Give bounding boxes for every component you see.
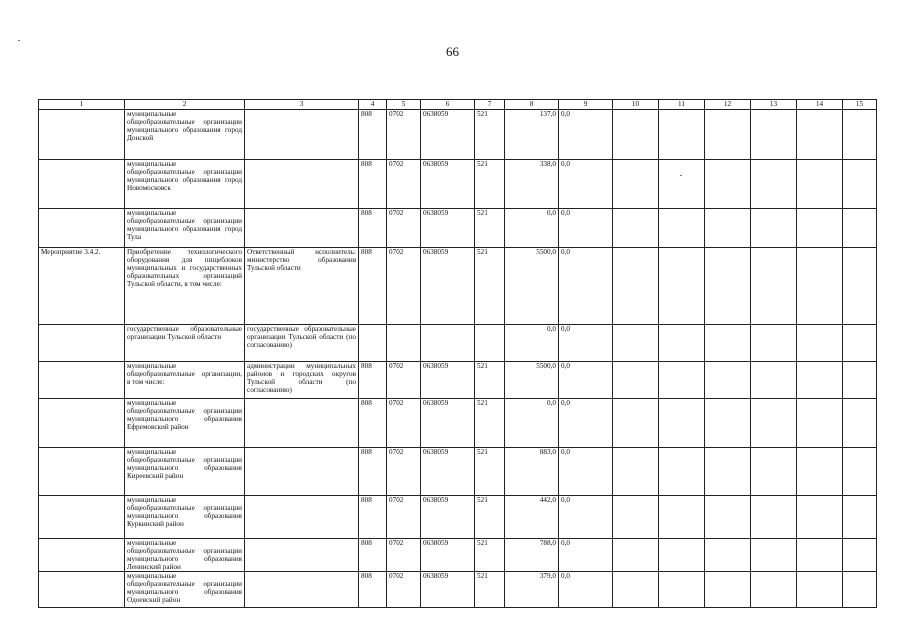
- amount-cell: 379,0: [505, 572, 559, 608]
- empty-cell: [751, 248, 797, 325]
- empty-cell: [705, 110, 751, 160]
- empty-cell: [751, 209, 797, 248]
- code-cell: [387, 325, 421, 362]
- code-cell: 808: [359, 209, 387, 248]
- event-cell: [39, 160, 125, 209]
- description-cell: муниципальные общеобразовательные организации муниципального образования Киреевский район: [125, 448, 245, 496]
- code-cell: 808: [359, 399, 387, 448]
- code-cell: 521: [475, 496, 505, 539]
- executor-cell: администрации муниципальных районов и городских округов Тульской области (по согласованию): [245, 362, 359, 399]
- event-cell: [39, 110, 125, 160]
- empty-cell: [705, 539, 751, 572]
- empty-cell: [705, 325, 751, 362]
- amount-cell: 0,0: [559, 248, 613, 325]
- description-cell: муниципальные общеобразовательные организации муниципального образования Куркинский район: [125, 496, 245, 539]
- budget-table: [38, 99, 877, 608]
- table-row: [39, 362, 877, 399]
- empty-cell: [705, 399, 751, 448]
- empty-cell: [613, 325, 659, 362]
- empty-cell: [613, 362, 659, 399]
- code-cell: 0638059: [421, 572, 475, 608]
- empty-cell: [797, 248, 843, 325]
- executor-cell: [245, 160, 359, 209]
- empty-cell: [613, 160, 659, 209]
- amount-cell: 5500,0: [505, 248, 559, 325]
- table-row: [39, 496, 877, 539]
- code-cell: 0638059: [421, 362, 475, 399]
- empty-cell: [843, 160, 877, 209]
- header-row: [39, 100, 877, 110]
- column-header: 6: [421, 100, 475, 110]
- code-cell: 0638059: [421, 399, 475, 448]
- description-cell: Приобретение технологического оборудования для пищеблоков муниципальных и государственных образовательных организаций Тульской области, в том числе:: [125, 248, 245, 325]
- table-row: [39, 399, 877, 448]
- table-row: [39, 572, 877, 608]
- column-header: 1: [39, 100, 125, 110]
- code-cell: 521: [475, 110, 505, 160]
- code-cell: 0702: [387, 209, 421, 248]
- code-cell: 0638059: [421, 539, 475, 572]
- empty-cell: [797, 448, 843, 496]
- code-cell: 808: [359, 160, 387, 209]
- amount-cell: 0,0: [559, 496, 613, 539]
- executor-cell: Ответственный исполнитель: министерство образования Тульской области: [245, 248, 359, 325]
- empty-cell: [797, 399, 843, 448]
- description-cell: государственные образовательные организации Тульской области: [125, 325, 245, 362]
- code-cell: 0638059: [421, 448, 475, 496]
- event-cell: [39, 572, 125, 608]
- code-cell: 0702: [387, 248, 421, 325]
- empty-cell: [797, 572, 843, 608]
- empty-cell: [751, 362, 797, 399]
- description-cell: муниципальные общеобразовательные организации муниципального образования город Новомосковск: [125, 160, 245, 209]
- empty-cell: [705, 448, 751, 496]
- empty-cell: [843, 539, 877, 572]
- empty-cell: [843, 399, 877, 448]
- column-header: 2: [125, 100, 245, 110]
- column-header: 5: [387, 100, 421, 110]
- empty-cell: [613, 248, 659, 325]
- column-header: 13: [751, 100, 797, 110]
- code-cell: 0702: [387, 448, 421, 496]
- event-cell: [39, 496, 125, 539]
- description-cell: муниципальные общеобразовательные организации муниципального образования Одоевский район: [125, 572, 245, 608]
- empty-cell: [705, 362, 751, 399]
- event-cell: [39, 448, 125, 496]
- empty-cell: [705, 160, 751, 209]
- executor-cell: государственные образовательные организации Тульской области (по согласованию): [245, 325, 359, 362]
- amount-cell: 0,0: [559, 110, 613, 160]
- code-cell: 0702: [387, 362, 421, 399]
- empty-cell: [659, 325, 705, 362]
- empty-cell: [705, 248, 751, 325]
- amount-cell: 0,0: [559, 399, 613, 448]
- empty-cell: [843, 496, 877, 539]
- column-header: 9: [559, 100, 613, 110]
- code-cell: 0638059: [421, 496, 475, 539]
- column-header: 12: [705, 100, 751, 110]
- scan-speck: [18, 40, 20, 41]
- code-cell: 808: [359, 248, 387, 325]
- table-row: [39, 248, 877, 325]
- empty-cell: [751, 572, 797, 608]
- column-header: 15: [843, 100, 877, 110]
- amount-cell: 0,0: [505, 325, 559, 362]
- empty-cell: [751, 539, 797, 572]
- executor-cell: [245, 572, 359, 608]
- code-cell: 808: [359, 496, 387, 539]
- code-cell: 0638059: [421, 209, 475, 248]
- table-row: [39, 160, 877, 209]
- executor-cell: [245, 110, 359, 160]
- empty-cell: [843, 209, 877, 248]
- empty-cell: [797, 160, 843, 209]
- empty-cell: [797, 110, 843, 160]
- amount-cell: 883,0: [505, 448, 559, 496]
- amount-cell: 0,0: [559, 209, 613, 248]
- event-cell: [39, 539, 125, 572]
- empty-cell: [613, 448, 659, 496]
- table-row: [39, 539, 877, 572]
- table-row: [39, 110, 877, 160]
- code-cell: 808: [359, 539, 387, 572]
- empty-cell: [843, 248, 877, 325]
- description-cell: муниципальные общеобразовательные организации муниципального образования Ефремовский район: [125, 399, 245, 448]
- amount-cell: 5500,0: [505, 362, 559, 399]
- column-header: 3: [245, 100, 359, 110]
- empty-cell: [659, 448, 705, 496]
- description-cell: муниципальные общеобразовательные организации, в том числе:: [125, 362, 245, 399]
- amount-cell: 137,0: [505, 110, 559, 160]
- empty-cell: [705, 496, 751, 539]
- event-cell: [39, 325, 125, 362]
- empty-cell: [751, 448, 797, 496]
- empty-cell: [843, 325, 877, 362]
- column-header: 10: [613, 100, 659, 110]
- amount-cell: 442,0: [505, 496, 559, 539]
- executor-cell: [245, 539, 359, 572]
- code-cell: 521: [475, 448, 505, 496]
- code-cell: 521: [475, 399, 505, 448]
- code-cell: 521: [475, 572, 505, 608]
- column-header: 8: [505, 100, 559, 110]
- empty-cell: [751, 496, 797, 539]
- empty-cell: [843, 362, 877, 399]
- code-cell: 0702: [387, 496, 421, 539]
- event-cell: [39, 399, 125, 448]
- empty-cell: [705, 209, 751, 248]
- code-cell: 0702: [387, 160, 421, 209]
- empty-cell: [751, 325, 797, 362]
- empty-cell: [659, 209, 705, 248]
- empty-cell: [797, 362, 843, 399]
- empty-cell: [843, 448, 877, 496]
- empty-cell: [797, 209, 843, 248]
- code-cell: 0638059: [421, 160, 475, 209]
- empty-cell: [613, 399, 659, 448]
- code-cell: [475, 325, 505, 362]
- executor-cell: [245, 209, 359, 248]
- code-cell: [421, 325, 475, 362]
- amount-cell: 0,0: [559, 362, 613, 399]
- code-cell: 521: [475, 248, 505, 325]
- empty-cell: [659, 572, 705, 608]
- empty-cell: [659, 110, 705, 160]
- code-cell: 0638059: [421, 110, 475, 160]
- empty-cell: [613, 209, 659, 248]
- code-cell: 808: [359, 572, 387, 608]
- amount-cell: 0,0: [559, 539, 613, 572]
- executor-cell: [245, 448, 359, 496]
- executor-cell: [245, 399, 359, 448]
- code-cell: 521: [475, 539, 505, 572]
- code-cell: 521: [475, 209, 505, 248]
- empty-cell: [613, 496, 659, 539]
- amount-cell: 788,0: [505, 539, 559, 572]
- empty-cell: [613, 572, 659, 608]
- column-header: 7: [475, 100, 505, 110]
- table-row: [39, 325, 877, 362]
- empty-cell: [705, 572, 751, 608]
- empty-cell: [613, 539, 659, 572]
- empty-cell: [751, 110, 797, 160]
- code-cell: 0638059: [421, 248, 475, 325]
- empty-cell: [659, 539, 705, 572]
- code-cell: 0702: [387, 539, 421, 572]
- page-number: 66: [446, 44, 459, 59]
- amount-cell: 0,0: [559, 572, 613, 608]
- empty-cell: [751, 160, 797, 209]
- code-cell: 521: [475, 160, 505, 209]
- code-cell: 808: [359, 110, 387, 160]
- code-cell: 0702: [387, 399, 421, 448]
- description-cell: муниципальные общеобразовательные организации муниципального образования Ленинский район: [125, 539, 245, 572]
- code-cell: 0702: [387, 110, 421, 160]
- empty-cell: [843, 110, 877, 160]
- empty-cell: [751, 399, 797, 448]
- empty-cell: [843, 572, 877, 608]
- column-header: 11: [659, 100, 705, 110]
- description-cell: муниципальные общеобразовательные организации муниципального образования город Донской: [125, 110, 245, 160]
- empty-cell: [659, 248, 705, 325]
- empty-cell: [797, 325, 843, 362]
- amount-cell: 0,0: [505, 209, 559, 248]
- code-cell: 808: [359, 448, 387, 496]
- column-header: 14: [797, 100, 843, 110]
- table-row: [39, 209, 877, 248]
- event-cell: [39, 362, 125, 399]
- description-cell: муниципальные общеобразовательные организации муниципального образования город Тула: [125, 209, 245, 248]
- code-cell: 0702: [387, 572, 421, 608]
- amount-cell: 0,0: [505, 399, 559, 448]
- amount-cell: 0,0: [559, 448, 613, 496]
- amount-cell: 0,0: [559, 325, 613, 362]
- event-cell: [39, 209, 125, 248]
- column-header: 4: [359, 100, 387, 110]
- empty-cell: [659, 160, 705, 209]
- empty-cell: [659, 362, 705, 399]
- executor-cell: [245, 496, 359, 539]
- empty-cell: [659, 399, 705, 448]
- code-cell: [359, 325, 387, 362]
- amount-cell: 0,0: [559, 160, 613, 209]
- empty-cell: [659, 496, 705, 539]
- table-row: [39, 448, 877, 496]
- empty-cell: [797, 539, 843, 572]
- empty-cell: [613, 110, 659, 160]
- empty-cell: [797, 496, 843, 539]
- code-cell: 521: [475, 362, 505, 399]
- code-cell: 808: [359, 362, 387, 399]
- amount-cell: 338,0: [505, 160, 559, 209]
- event-cell: Мероприятие 3.4.2.: [39, 248, 125, 325]
